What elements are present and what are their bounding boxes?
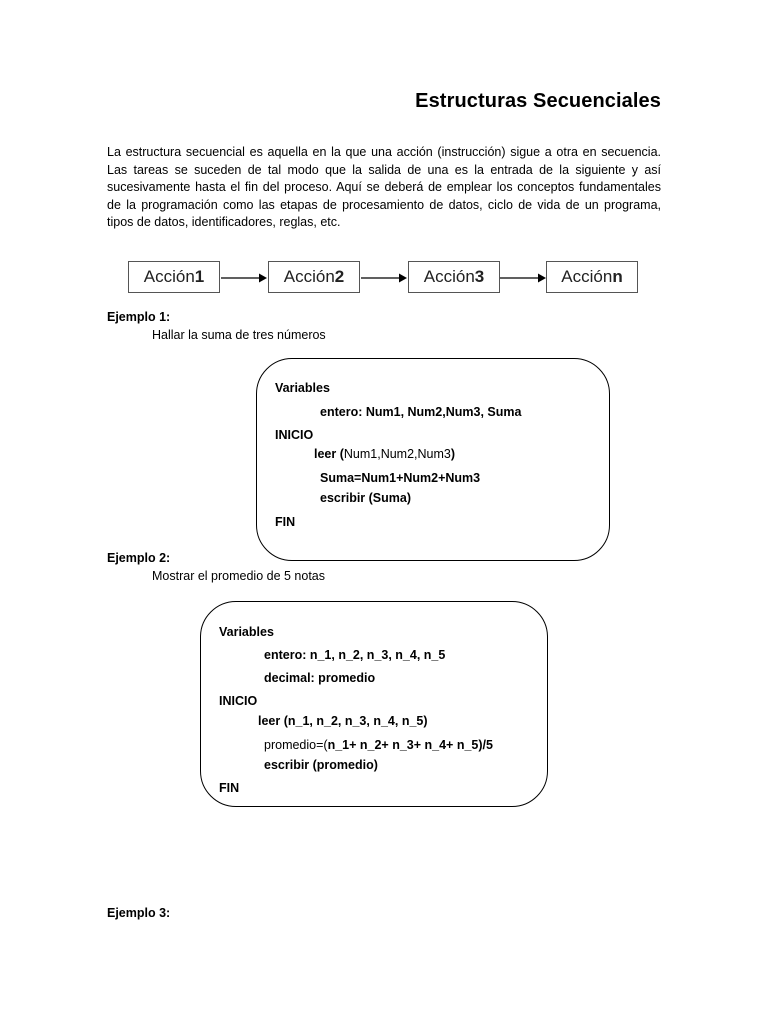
code-read: leer (Num1,Num2,Num3) [314, 447, 456, 461]
arrow-right-icon [221, 272, 267, 284]
code-declaration: entero: Num1, Num2,Num3, Suma [320, 405, 522, 419]
document-title: Estructuras Secuenciales [415, 90, 661, 112]
code-assign: promedio=(n_1+ n_2+ n_3+ n_4+ n_5)/5 [264, 738, 493, 752]
code-fin: FIN [219, 781, 240, 795]
example-2-code-box [200, 601, 548, 807]
example-1-description: Hallar la suma de tres números [152, 328, 326, 342]
example-2-label: Ejemplo 2: [107, 551, 171, 565]
code-assign: Suma=Num1+Num2+Num3 [320, 471, 481, 485]
code-write: escribir (Suma) [320, 491, 412, 505]
code-variables: Variables [219, 625, 274, 639]
example-2-description: Mostrar el promedio de 5 notas [152, 569, 326, 583]
sequence-flow-diagram [128, 261, 640, 295]
flow-step-3: Acción3 [408, 261, 500, 293]
code-inicio: INICIO [275, 428, 314, 442]
code-read: leer (n_1, n_2, n_3, n_4, n_5) [258, 714, 428, 728]
code-declaration-entero: entero: n_1, n_2, n_3, n_4, n_5 [264, 648, 446, 662]
code-declaration-decimal: decimal: promedio [264, 671, 376, 685]
flow-step-1: Acción1 [128, 261, 220, 293]
code-write: escribir (promedio) [264, 758, 378, 772]
code-inicio: INICIO [219, 694, 258, 708]
example-1-code-box [256, 358, 610, 561]
flow-step-2: Acción2 [268, 261, 360, 293]
code-variables: Variables [275, 381, 330, 395]
example-3-label: Ejemplo 3: [107, 906, 171, 920]
arrow-right-icon [500, 272, 546, 284]
intro-paragraph: La estructura secuencial es aquella en la que una acción (instrucción) sigue a otra en secuencia. Las tareas se suceden de tal modo que la salida de una es la entrada de la siguiente y así sucesivamente hasta el fin del proceso. Aquí se deberá de emplear los conceptos fundamentales de la programación como las etapas de procesamiento de datos, ciclo de vida de un programa, tipos de datos, identificadores, reglas, etc. [107, 145, 661, 229]
arrow-right-icon [361, 272, 407, 284]
flow-step-n: Acciónn [546, 261, 638, 293]
example-1-label: Ejemplo 1: [107, 310, 171, 324]
code-fin: FIN [275, 515, 296, 529]
